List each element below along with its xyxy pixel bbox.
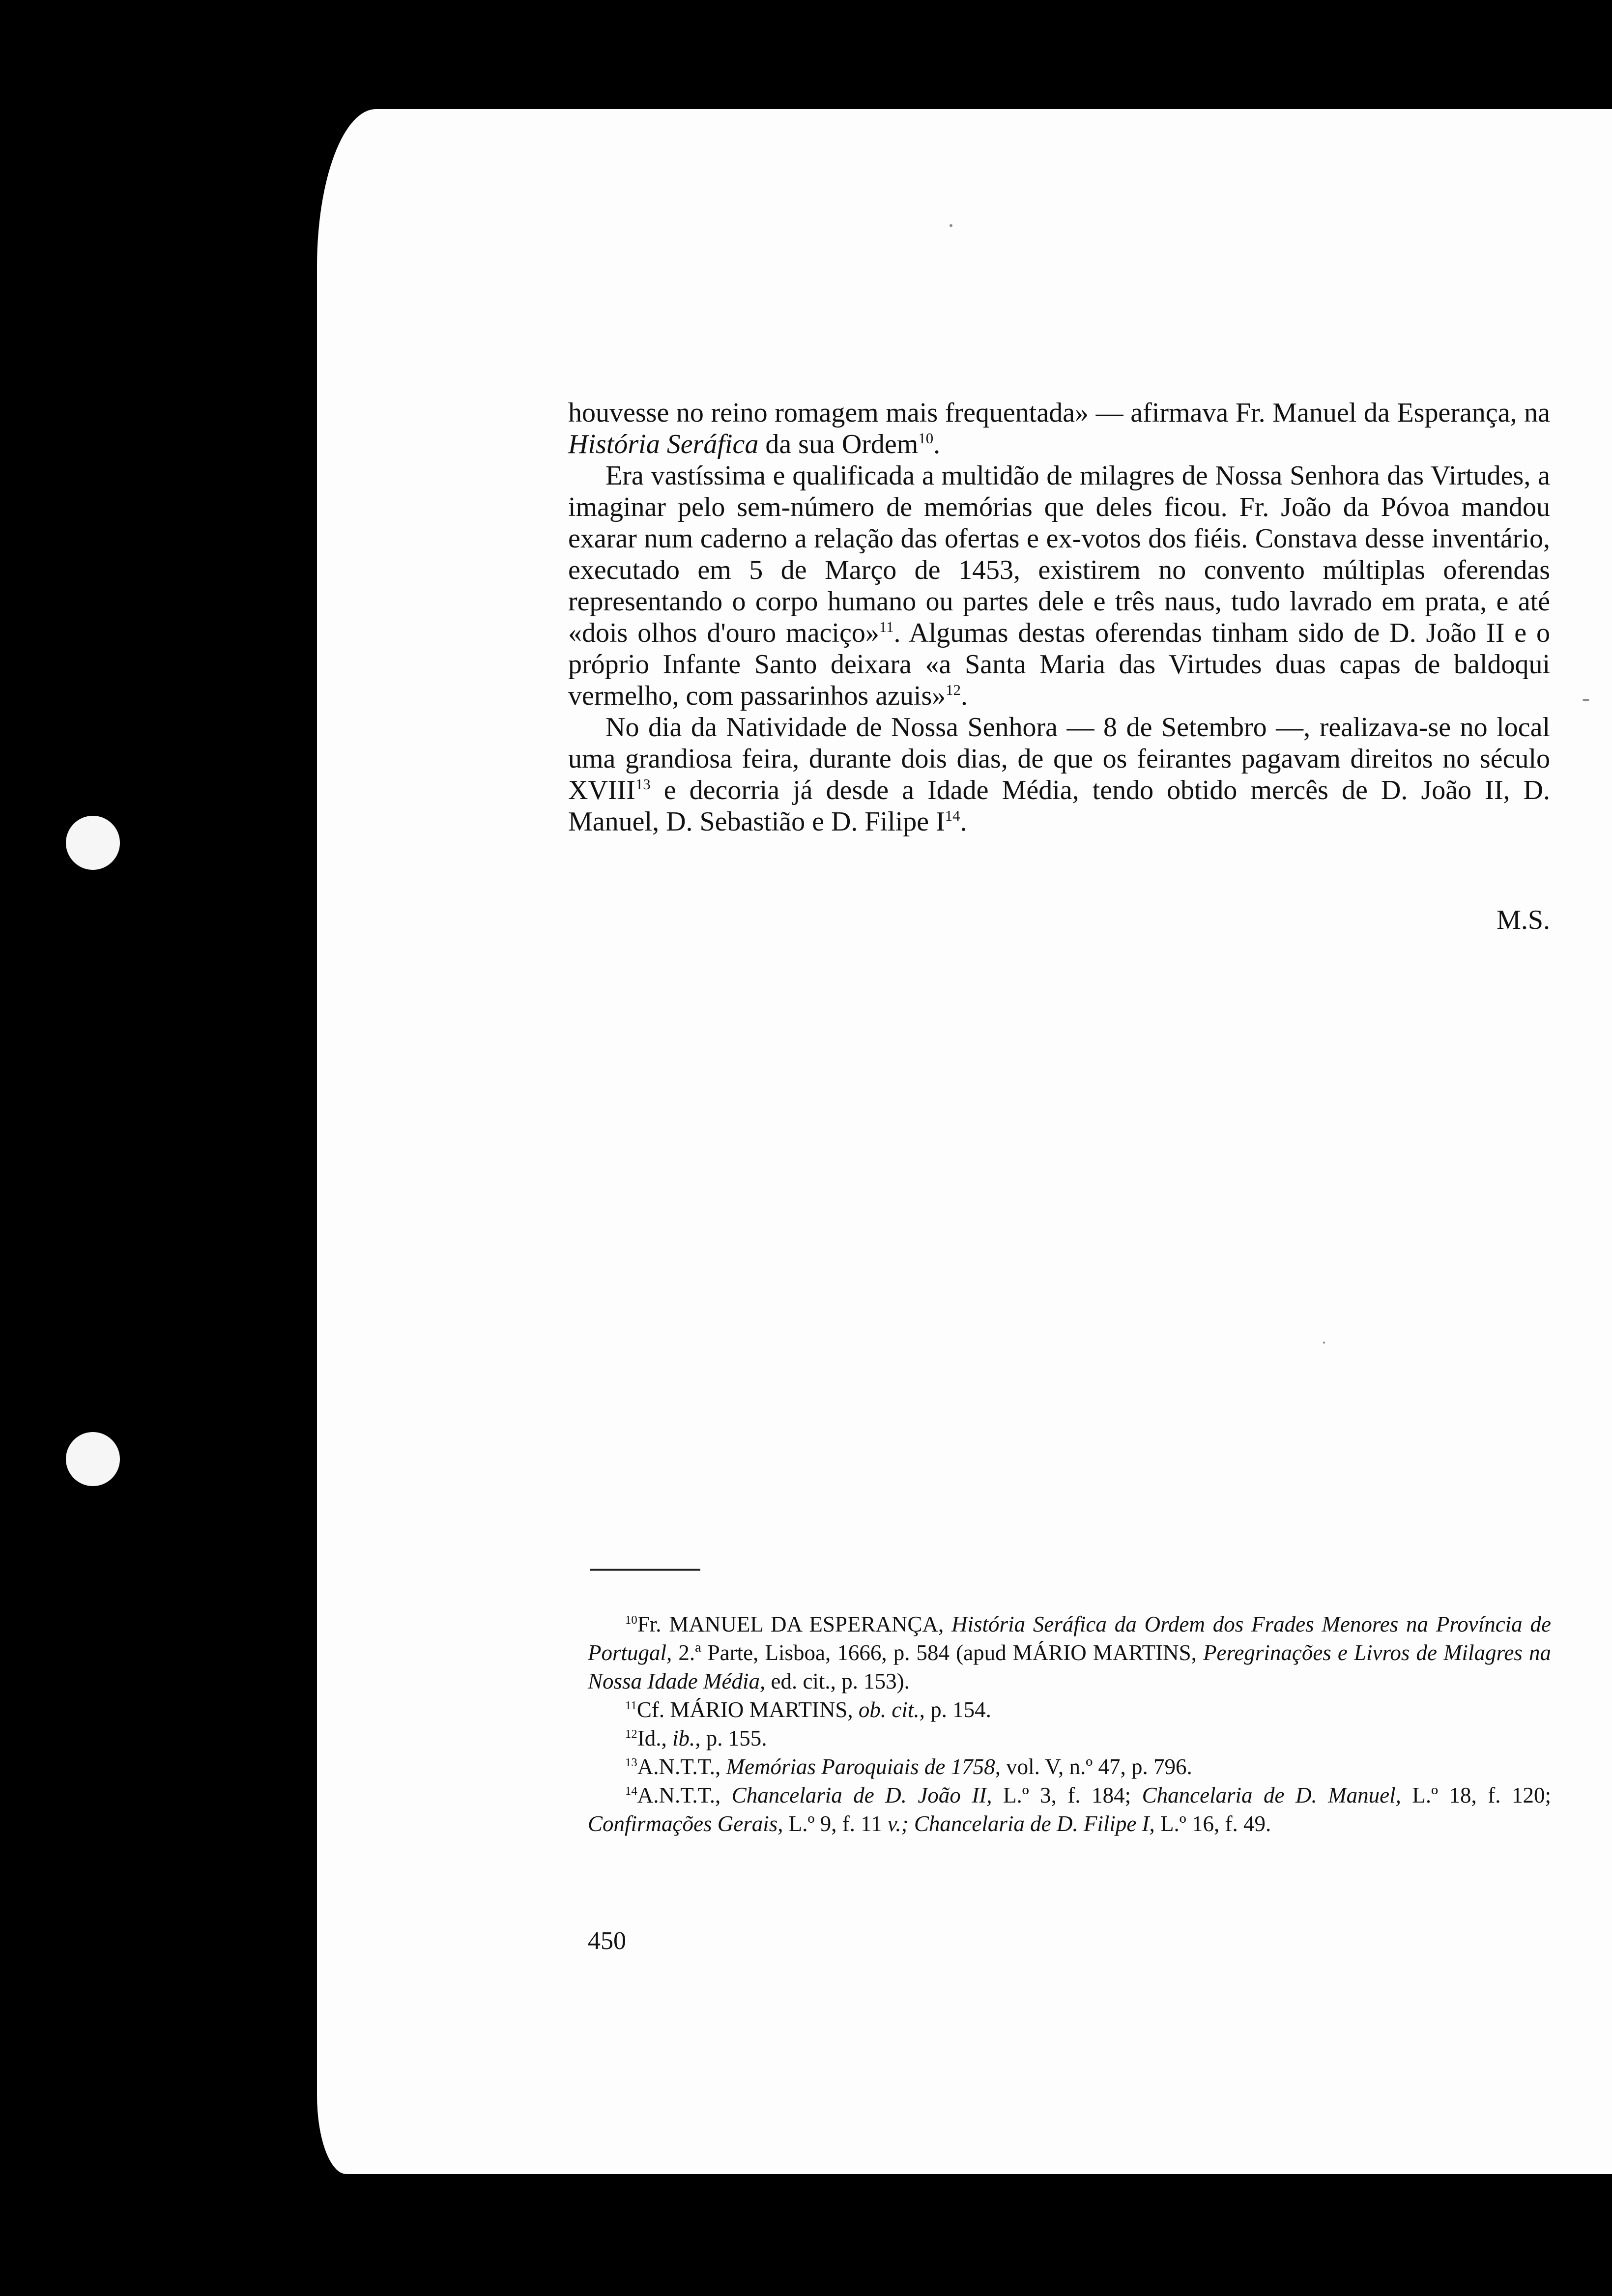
footnote-ref: 14 [945, 807, 960, 824]
footnote-divider [590, 1569, 700, 1571]
text-run: Era vastíssima e qualificada a multidão de milagres de Nossa Senhora das Virtudes, a imaginar pelo sem-número de memórias que deles ficou. Fr. João da Póvoa mandou exarar num caderno a relação das ofertas e ex-votos dos fiéis. Constava desse inventário, executado em 5 de Março de 1453, existirem no convento múltiplas oferendas representando o corpo humano ou partes dele e três naus, tudo lavrado em prata, e até «dois olhos d'ouro maciço» [568, 460, 1550, 648]
italic-title: Memórias Paroquiais de 1758, [726, 1754, 1001, 1779]
italic-title: História Seráfica [568, 429, 759, 459]
text-run: No dia da Natividade de Nossa Senhora — 8 de Setembro —, realizava-se no local uma grandiosa feira, durante dois dias, de que os feirantes pagavam direitos no século XVIII [568, 712, 1550, 805]
punch-hole-bottom [66, 1432, 120, 1486]
text-run: houvesse no reino romagem mais frequentada» — afirmava Fr. Manuel da Esperança, na [568, 398, 1550, 428]
text-run: . [933, 429, 941, 459]
italic-title: Confirmações Gerais, [588, 1811, 783, 1836]
italic-title: Peregrinações e Livros de Milagres na Nossa Idade Média, [588, 1640, 1552, 1693]
text-run: e decorria já desde a Idade Média, tendo obtido mercês de D. João II, D. Manuel, D. Sebastião e D. Filipe I [568, 775, 1550, 837]
dust-speck [950, 224, 952, 227]
footnote [588, 1610, 1551, 1695]
footnote [588, 1695, 1551, 1724]
text-run: p. 154. [924, 1697, 991, 1722]
page-number: 450 [588, 1927, 626, 1955]
text-run: ed. cit., p. 153). [765, 1669, 910, 1693]
text-run: L.º 16, f. 49. [1154, 1811, 1271, 1836]
author-initials: M.S. [1497, 905, 1550, 935]
text-run: L.º 9, f. 11 [783, 1811, 888, 1836]
footnote [588, 1752, 1551, 1781]
footnote-number: 13 [625, 1755, 637, 1769]
paragraph [568, 397, 1550, 460]
italic-title: ob. cit., [858, 1697, 925, 1722]
footnote-number: 10 [625, 1613, 637, 1627]
footnote-number: 14 [625, 1784, 637, 1798]
text-run: Fr. MANUEL DA ESPERANÇA, [637, 1612, 952, 1636]
paragraph [568, 460, 1550, 712]
text-run: . [960, 806, 967, 837]
footnote-ref: 13 [635, 775, 651, 793]
text-run: L.º 3, f. 184; [992, 1783, 1142, 1808]
footnote-number: 12 [625, 1727, 637, 1741]
italic-title: ib., [672, 1726, 701, 1751]
text-run: vol. V, n.º 47, p. 796. [1000, 1754, 1192, 1779]
text-run: da sua Ordem [758, 429, 919, 459]
dust-speck [1323, 1342, 1325, 1344]
text-run: A.N.T.T., [637, 1754, 726, 1779]
footnote-number: 11 [625, 1698, 637, 1712]
footnotes [588, 1610, 1551, 1838]
footnote [588, 1724, 1551, 1752]
text-run: . [961, 681, 968, 711]
text-run: 2.ª Parte, Lisboa, 1666, p. 584 (apud MÁRIO MARTINS, [672, 1640, 1204, 1665]
text-run: L.º 18, f. 120; [1401, 1783, 1551, 1808]
text-run: Cf. MÁRIO MARTINS, [636, 1697, 859, 1722]
body-text [568, 397, 1550, 837]
paragraph [568, 712, 1550, 837]
text-run: p. 155. [700, 1726, 767, 1751]
dust-speck [1583, 699, 1589, 701]
italic-title: Chancelaria de D. Manuel, [1142, 1783, 1401, 1808]
text-run: A.N.T.T., [637, 1783, 732, 1808]
footnote [588, 1781, 1551, 1838]
text-run: . Algumas destas oferendas tinham sido de D. João II e o próprio Infante Santo deixara «a Santa Maria das Virtudes duas capas de baldoqui vermelho, com passarinhos azuis» [568, 618, 1551, 711]
italic-title: História Seráfica da Ordem dos Frades Menores na Província de Portugal, [588, 1612, 1552, 1665]
italic-title: v.; Chancelaria de D. Filipe I, [887, 1811, 1155, 1836]
footnote-ref: 10 [918, 430, 934, 447]
text-run: Id., [637, 1726, 672, 1751]
footnote-ref: 11 [879, 618, 894, 635]
italic-title: Chancelaria de D. João II, [731, 1783, 992, 1808]
footnote-ref: 12 [946, 681, 961, 698]
punch-hole-top [66, 816, 120, 870]
